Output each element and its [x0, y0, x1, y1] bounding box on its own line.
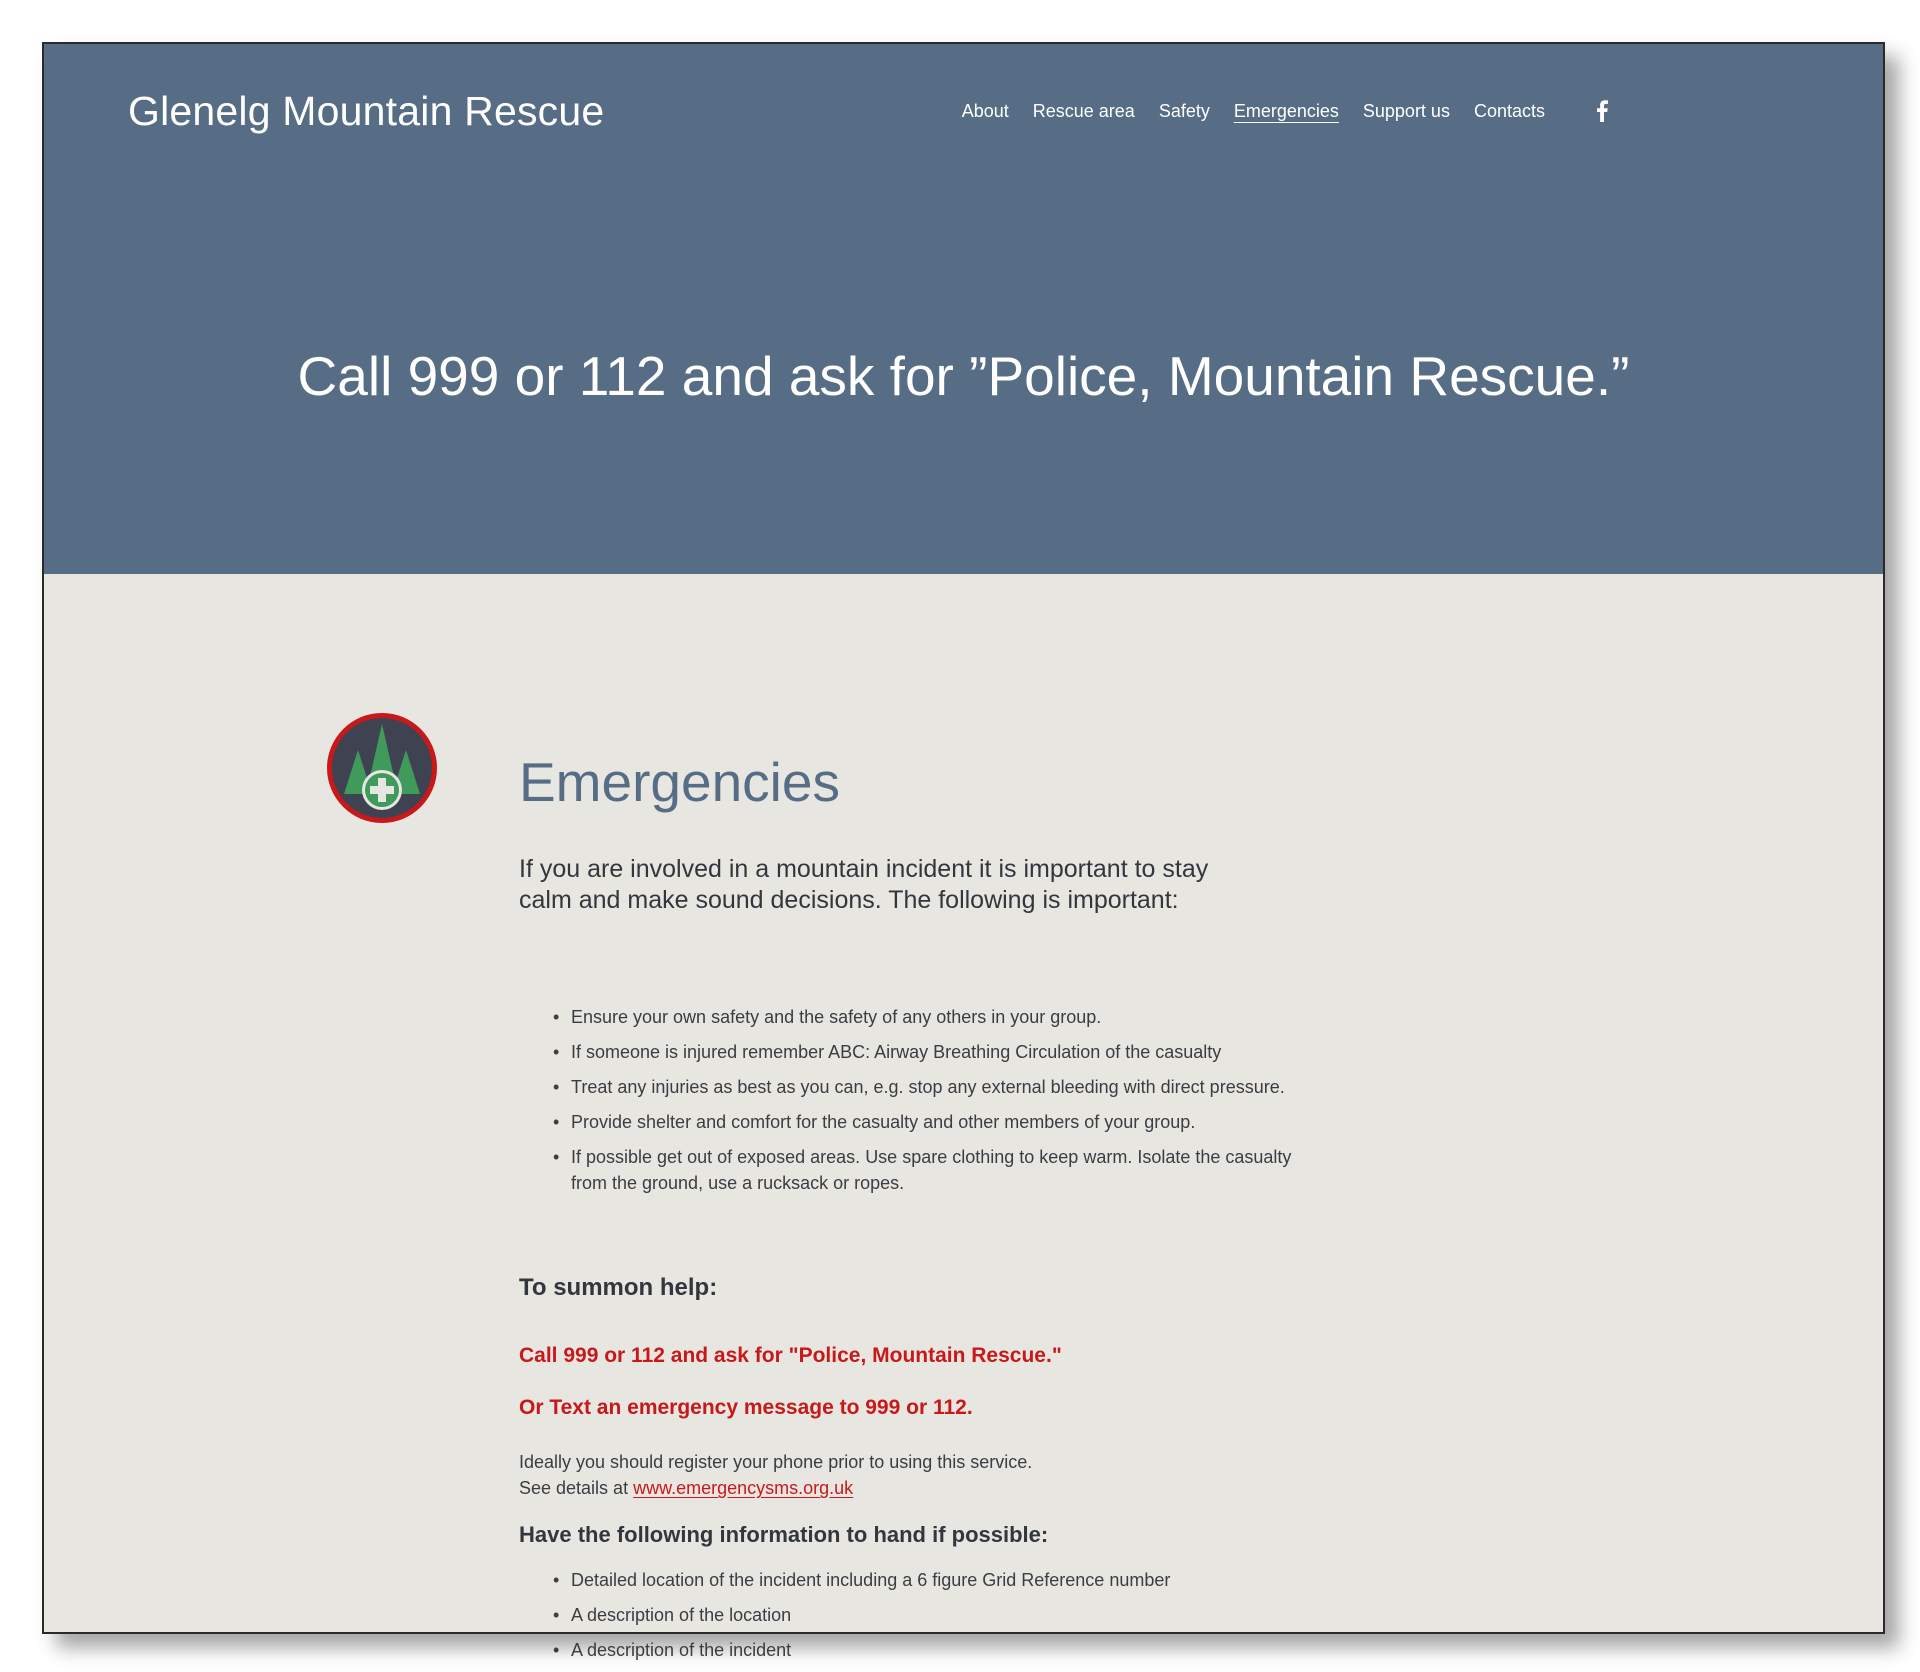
main-content — [44, 574, 1883, 1660]
list-item: • If possible get out of exposed areas. Use spare clothing to keep warm. Isolate the casualty from the ground, use a rucksack or ropes. — [553, 1144, 1293, 1196]
list-item: • Ensure your own safety and the safety of any others in your group. — [553, 1004, 1293, 1030]
lead-paragraph: If you are involved in a mountain incident it is important to stay calm and make sound decisions. The following is important: — [519, 855, 1209, 914]
details-prefix: See details at — [519, 1478, 634, 1498]
list-item: • Treat any injuries as best as you can, e.g. stop any external bleeding with direct pressure. — [553, 1074, 1293, 1100]
hero-headline: Call 999 or 112 and ask for ”Police, Mountain Rescue.” — [297, 345, 1630, 407]
text-instruction: Or Text an emergency message to 999 or 112. — [519, 1396, 973, 1419]
list-item: • If someone is injured remember ABC: Airway Breathing Circulation of the casualty — [553, 1039, 1293, 1065]
info-list — [553, 1567, 1293, 1672]
nav-safety[interactable]: Safety — [1158, 100, 1210, 121]
nav-support-us[interactable]: Support us — [1362, 100, 1450, 121]
emergency-sms-link[interactable]: www.emergencysms.org.uk — [633, 1478, 854, 1498]
list-item: • A description of the incident — [553, 1637, 1293, 1663]
facebook-icon[interactable] — [1595, 100, 1609, 122]
nav-about[interactable]: About — [961, 100, 1009, 121]
list-item: • A description of the location — [553, 1602, 1293, 1628]
main-nav — [962, 100, 1609, 122]
nav-emergencies[interactable]: Emergencies — [1233, 100, 1339, 121]
call-instruction: Call 999 or 112 and ask for "Police, Mountain Rescue." — [519, 1344, 1062, 1367]
info-heading: Have the following information to hand if possible: — [519, 1522, 1049, 1547]
page-title: Emergencies — [519, 751, 840, 813]
list-item: • Provide shelter and comfort for the casualty and other members of your group. — [553, 1109, 1293, 1135]
register-text: Ideally you should register your phone prior to using this service. — [519, 1452, 1033, 1472]
nav-rescue-area[interactable]: Rescue area — [1032, 100, 1135, 121]
summon-heading: To summon help: — [519, 1274, 718, 1301]
list-item: • Detailed location of the incident including a 6 figure Grid Reference number — [553, 1567, 1293, 1593]
register-note — [519, 1449, 1032, 1501]
guidelines-list — [553, 1004, 1293, 1205]
browser-page-frame — [42, 42, 1885, 1660]
site-brand[interactable]: Glenelg Mountain Rescue — [128, 88, 605, 134]
mountain-rescue-badge-icon — [324, 710, 440, 826]
nav-contacts[interactable]: Contacts — [1473, 100, 1545, 121]
hero-banner — [44, 44, 1883, 574]
